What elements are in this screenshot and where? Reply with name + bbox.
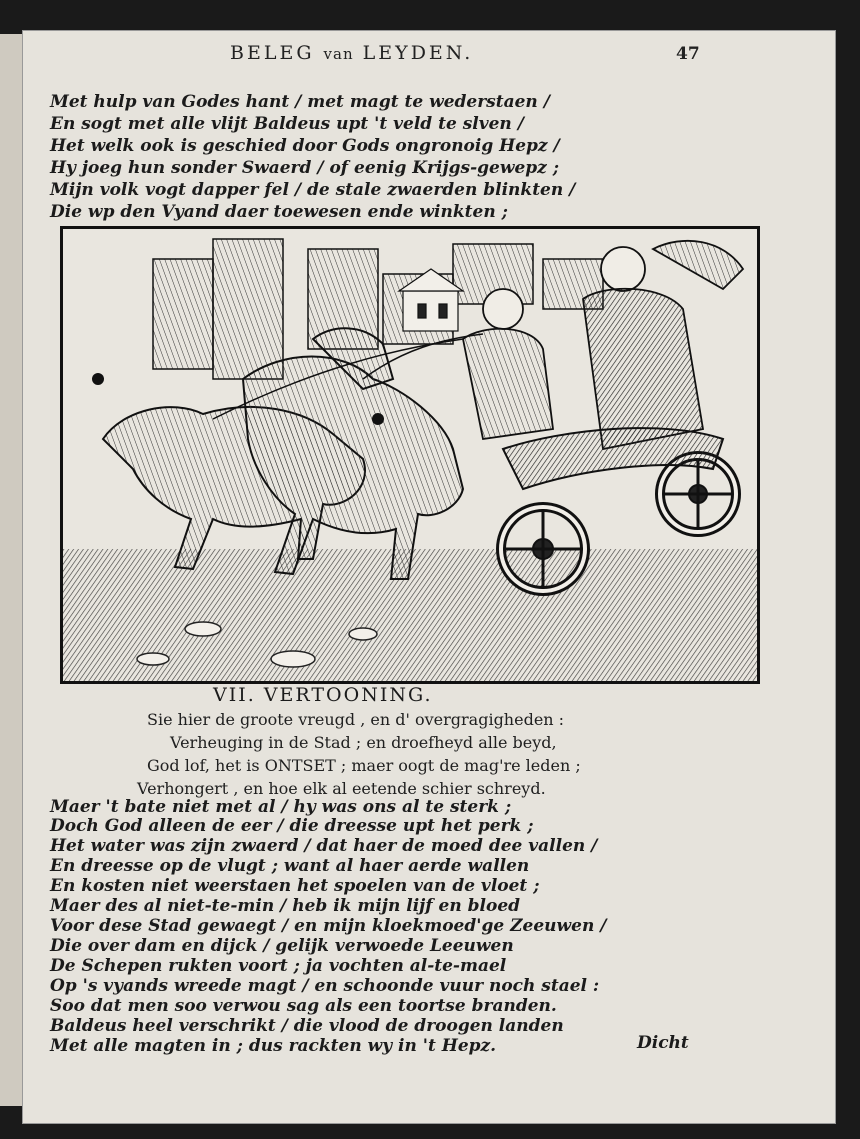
verse-line: Die wp den Vyand daer toewesen ende winkten ; <box>50 202 508 222</box>
catchword: Dicht <box>637 1033 689 1053</box>
verse-line: Die over dam en dijck / gelijk verwoede Leeuwen <box>50 936 514 956</box>
verse-line: Maer des al niet-te-min / heb ik mijn lijf en bloed <box>50 896 521 916</box>
verse-line: De Schepen rukten voort ; ja vochten al-te-mael <box>50 956 507 976</box>
page-number: 47 <box>676 44 700 64</box>
verse-line: Sie hier de groote vreugd , en d' overgragigheden : <box>147 710 565 729</box>
verse-line: En kosten niet weerstaen het spoelen van de vloet ; <box>50 876 540 896</box>
verse-line: God lof, het is ONTSET ; maer oogt de mag're leden ; <box>147 756 581 775</box>
verse-line: Met hulp van Godes hant / met magt te wederstaen / <box>50 92 550 112</box>
section-heading: VII. VERTOONING. <box>213 684 433 706</box>
verse-line: Het water was zijn zwaerd / dat haer de moed dee vallen / <box>50 836 598 856</box>
verse-line: Doch God alleen de eer / die dreesse upt het perk ; <box>50 816 534 836</box>
verse-line: Het welk ook is geschied door Gods ongronoig Hepz / <box>50 136 560 156</box>
chariot-woodcut-image <box>63 229 757 681</box>
verse-line: Soo dat men soo verwou sag als een toortse branden. <box>50 996 557 1016</box>
verse-line: Voor dese Stad gewaegt / en mijn kloekmoed'ge Zeeuwen / <box>50 916 607 936</box>
verse-line: En dreesse op de vlugt ; want al haer aerde wallen <box>50 856 530 876</box>
verse-line: Verheuging in de Stad ; en droefheyd alle beyd, <box>170 733 557 752</box>
running-title-end: LEYDEN. <box>362 42 474 64</box>
woodcut-illustration <box>60 226 760 684</box>
verse-line: Mijn volk vogt dapper fel / de stale zwaerden blinkten / <box>50 180 576 200</box>
verse-line: En sogt met alle vlijt Baldeus upt 't veld te slven / <box>50 114 524 134</box>
verse-line: Met alle magten in ; dus rackten wy in 't Hepz. <box>50 1036 497 1056</box>
verse-line: Hy joeg hun sonder Swaerd / of eenig Krijgs-gewepz ; <box>50 158 560 178</box>
verse-line: Op 's vyands wreede magt / en schoonde vuur noch stael : <box>50 976 600 996</box>
running-title-small: van <box>323 45 354 63</box>
running-title-main: BELEG <box>230 42 315 64</box>
verse-line: Baldeus heel verschrikt / die vlood de droogen landen <box>50 1016 564 1036</box>
verse-line: Verhongert , en hoe elk al eetende schier schreyd. <box>137 779 546 798</box>
running-title <box>230 42 473 64</box>
verse-line: Maer 't bate niet met al / hy was ons al te sterk ; <box>50 797 512 817</box>
